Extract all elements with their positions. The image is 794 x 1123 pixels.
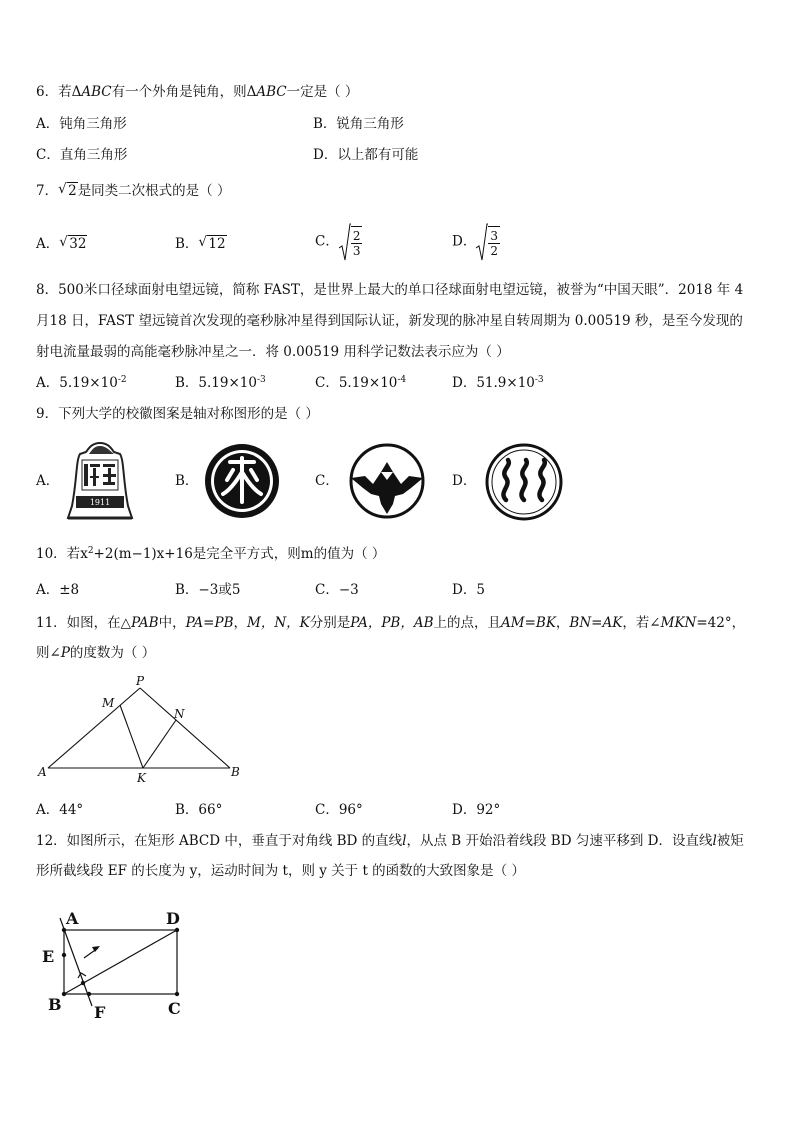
q9-option-c-label[interactable]: C． — [315, 473, 339, 489]
q8-line-1: 8．500米口径球面射电望远镜，简称 FAST，是世界上最大的单口径球面射电望远镜，被誉为“中国天眼”．2018 年 4 — [36, 282, 744, 298]
q9-option-a-label[interactable]: A． — [36, 473, 60, 489]
q7-stem-text: 是同类二次根式的是（ ） — [77, 183, 231, 199]
q11-label-a: A — [38, 765, 47, 779]
q7-radicand: 2 — [68, 183, 77, 199]
q10-stem-text: 是完全平方式，则 — [192, 546, 301, 562]
q12-label-f: F — [94, 1003, 106, 1022]
q9-option-b-label[interactable]: B． — [175, 473, 199, 489]
q11-text: 分别是 — [309, 615, 351, 631]
q11-segment: PA — [185, 615, 204, 631]
q11-segment: AK — [602, 615, 623, 631]
wave-emblem-icon[interactable] — [484, 442, 564, 522]
q8-option-text: A．5.19×10 — [36, 375, 118, 391]
q11-text: 的度数为（ ） — [69, 645, 156, 661]
q11-text: 上的点，且 — [433, 615, 502, 631]
q7-number: 7． — [36, 183, 59, 199]
q7-frac-denominator: 3 — [352, 244, 361, 258]
q7-frac-denominator: 2 — [490, 244, 498, 258]
q8-option-text: B．5.19×10 — [175, 375, 257, 391]
q12-label-c: C — [168, 999, 181, 1018]
q10-option-c[interactable]: C．−3 — [315, 582, 359, 598]
q6-option-a[interactable]: A．钝角三角形 — [36, 116, 127, 132]
q6-option-d[interactable]: D．以上都有可能 — [313, 147, 419, 163]
q11-points: M，N，K — [247, 615, 310, 631]
peking-university-emblem-icon[interactable] — [203, 442, 281, 520]
q8-line-2: 月18 日，FAST 望远镜首次发现的毫秒脉冲星得到国际认证，新发现的脉冲星自转周期为 0.00519 秒，是至今发现的 — [36, 313, 743, 329]
q11-equals: = — [524, 615, 536, 631]
q11-equals: = — [203, 615, 215, 631]
q10-option-a[interactable]: A．±8 — [36, 582, 80, 598]
q8-option-exponent: -3 — [256, 375, 266, 385]
q9-option-d-label[interactable]: D． — [452, 473, 477, 489]
q12-line-symbol: l — [712, 833, 717, 849]
q11-text: 中， — [158, 615, 186, 631]
q10-exponent: 2 — [87, 546, 94, 556]
q11-label-n: N — [174, 707, 185, 721]
q12-label-e: E — [42, 947, 55, 966]
q9-stem: 9．下列大学的校徽图案是轴对称图形的是（ ） — [36, 406, 319, 422]
q7-sqrt: √ 2 — [58, 181, 77, 199]
q6-triangle-name: ABC — [256, 84, 287, 100]
q12-label-a: A — [66, 909, 79, 928]
q12-rectangle-figure — [38, 900, 198, 1024]
q8-option-b[interactable] — [175, 373, 266, 393]
q7-option-d[interactable] — [452, 222, 500, 262]
q12-line-1 — [36, 831, 744, 851]
q8-option-exponent: -2 — [117, 375, 127, 385]
q8-line-3: 射电流量最弱的高能毫秒脉冲星之一．将 0.00519 用科学记数法表示应为（ ） — [36, 344, 510, 360]
q11-line-1: 11．如图，在△PAB中，PA=PB，M，N，K分别是PA，PB，AB上的点，且AM=BK，BN=AK，若∠MKN=42°， — [36, 615, 746, 631]
q11-label-p: P — [136, 674, 145, 688]
q10-expression: +2(m−1)x+16 — [93, 546, 193, 562]
q11-label-b: B — [231, 765, 240, 779]
q7-option-b[interactable]: B． √ 12 — [175, 234, 226, 252]
q6-stem-part: 有一个外角是钝角，则Δ — [111, 84, 257, 100]
q12-line-symbol: l — [402, 833, 407, 849]
q7-option-label: B． — [175, 236, 199, 252]
tsinghua-emblem-icon[interactable] — [62, 440, 138, 524]
q11-option-d[interactable]: D．92° — [452, 802, 501, 818]
q11-equals: = — [591, 615, 603, 631]
q8-option-c[interactable] — [315, 373, 406, 393]
q7-option-radicand: 12 — [208, 236, 226, 252]
q10-stem-text: 的值为（ ） — [313, 546, 386, 562]
q11-angle: P — [60, 645, 70, 661]
q11-triangle-figure — [34, 672, 254, 788]
q6-stem — [36, 82, 358, 102]
q11-option-c[interactable]: C．96° — [315, 802, 363, 818]
q7-option-label: A． — [36, 236, 60, 252]
q11-segment: BN — [569, 615, 592, 631]
eagle-emblem-icon[interactable] — [347, 442, 427, 520]
q12-text: ，从点 B 开始沿着线段 BD 匀速平移到 D．设直线 — [406, 833, 713, 849]
q7-frac-numerator: 2 — [352, 229, 361, 243]
q8-option-d[interactable] — [452, 373, 544, 393]
q10-number: 10．若 — [36, 546, 81, 562]
q7-stem — [36, 181, 230, 201]
q11-label-m: M — [102, 696, 115, 710]
q12-text: 被矩 — [716, 833, 744, 849]
q11-segment: BK — [535, 615, 556, 631]
q8-option-text: C．5.19×10 — [315, 375, 398, 391]
q11-text: ， — [233, 615, 247, 631]
q11-segment: PB — [214, 615, 234, 631]
q6-triangle-name: ABC — [81, 84, 112, 100]
q11-angle: MKN — [660, 615, 697, 631]
q10-option-d[interactable]: D．5 — [452, 582, 485, 598]
q7-option-radicand: 32 — [69, 236, 87, 252]
q8-option-text: D．51.9×10 — [452, 375, 535, 391]
q11-text: ，若∠ — [622, 615, 661, 631]
q8-option-exponent: -3 — [534, 375, 544, 385]
q11-text: 则∠ — [36, 645, 61, 661]
q7-option-label: C． — [315, 233, 339, 250]
emblem-year: 1911 — [89, 498, 111, 507]
q7-option-c[interactable] — [315, 222, 362, 262]
q6-stem-part: 一定是（ ） — [286, 84, 359, 100]
q10-stem — [36, 544, 385, 564]
q12-text: 12．如图所示，在矩形 ABCD 中，垂直于对角线 BD 的直线 — [36, 833, 403, 849]
q7-option-a[interactable]: A． √ 32 — [36, 234, 87, 252]
q6-option-b[interactable]: B．锐角三角形 — [313, 116, 404, 132]
q12-label-b: B — [48, 995, 62, 1014]
q11-text: 11．如图，在△ — [36, 615, 132, 631]
q11-triangle: PAB — [131, 615, 159, 631]
q6-option-c[interactable]: C．直角三角形 — [36, 147, 128, 163]
q11-option-a[interactable]: A．44° — [36, 802, 84, 818]
q8-option-a[interactable] — [36, 373, 127, 393]
q12-label-d: D — [166, 909, 180, 928]
q10-variable: m — [300, 546, 314, 562]
q11-label-k: K — [137, 771, 146, 785]
q12-line-2: 形所截线段 EF 的长度为 y，运动时间为 t，则 y 关于 t 的函数的大致图象是（ ） — [36, 863, 525, 879]
q7-frac-numerator: 3 — [490, 229, 498, 243]
q8-option-exponent: -4 — [397, 375, 407, 385]
q10-option-b[interactable]: B．−3或5 — [175, 582, 241, 598]
q11-sides: PA，PB，AB — [350, 615, 434, 631]
q10-expression: x — [80, 546, 88, 562]
q6-stem-part: 6．若Δ — [36, 84, 82, 100]
q11-text: =42°， — [696, 615, 746, 631]
q11-option-b[interactable]: B．66° — [175, 802, 223, 818]
q11-line-2 — [36, 643, 155, 663]
q11-segment: AM — [501, 615, 525, 631]
q7-option-label: D． — [452, 233, 477, 250]
